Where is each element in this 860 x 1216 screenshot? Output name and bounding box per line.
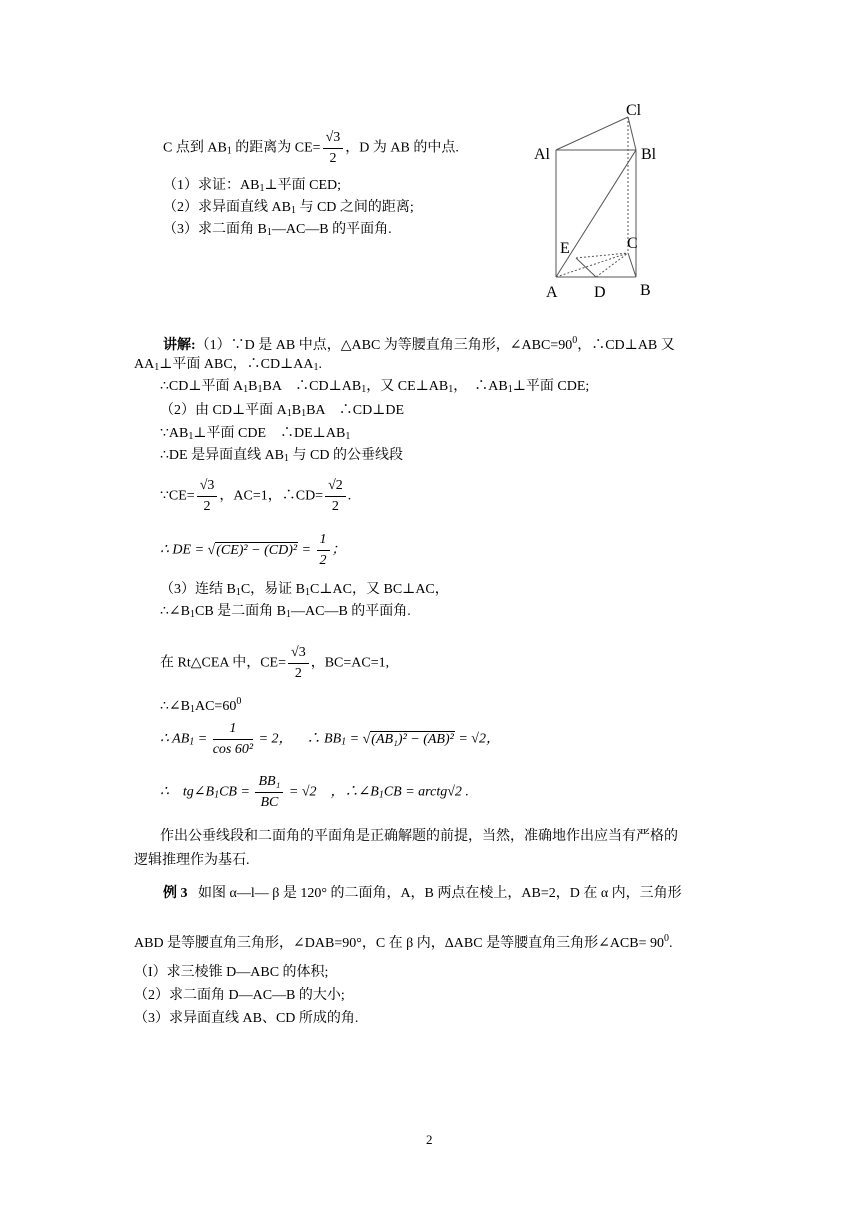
question-2: （2）求异面直线 $AB_1$ 与 CD 之间的距离; — [163, 200, 414, 216]
solution-line-7: ∵CE= $\frac{√3}{2}$ ，AC=1，∴CD= $\frac{√2}{2}$ . — [160, 478, 352, 514]
segment-ed — [576, 258, 596, 277]
solution-line-5: $\because AB_1\perp$平面 CDE $\therefore DE\perp AB_1$ — [160, 426, 351, 442]
solution-line-8: ∴ DE = √(CE)² − (CD)² = $\frac{1}{2}$ ； — [160, 532, 346, 568]
label-b: B — [640, 282, 651, 299]
example3-question-3: （3）求异面直线 AB、CD 所成的角. — [134, 1011, 359, 1026]
example3-question-2: （2）求二面角 D—AC—B 的大小; — [134, 988, 345, 1003]
label-d: D — [594, 284, 606, 301]
question-3: （3）求二面角 $B_1—AC—B$ 的平面角. — [163, 222, 392, 238]
intro-line-1: C 点到 $AB_1$ 的距离为 CE= $\frac{√3}{2}$ ，D 为 AB 的中点. — [163, 128, 459, 169]
edge-c1b1 — [628, 117, 636, 150]
solution-line-9: （3）连结 $B_1C$，易证 $B_1C\perp AC$，又 BC⊥AC， — [160, 582, 449, 598]
solution-line-3: ∴CD⊥平面 $A_1B_1BA$ $\therefore CD\perp AB_1$，又 $CE\perp AB_1$， $\therefore AB_1\perp$平面 CDE; — [160, 379, 590, 395]
edge-cb — [628, 253, 636, 277]
example3-question-1: （I）求三棱锥 D—ABC 的体积; — [134, 965, 329, 980]
segment-ce — [576, 253, 628, 258]
label-c: C — [627, 235, 638, 252]
segment-cd — [596, 253, 628, 277]
label-a1: Al — [534, 146, 550, 163]
example3-line-1: 例 3 如图 α—l— β 是 120° 的二面角，A，B 两点在棱上，AB=2，D 在 α 内，三角形 — [163, 886, 682, 901]
solution-line-11: 在 Rt△CEA 中，CE= $\frac{√3}{2}$ ，BC=AC=1, — [160, 645, 390, 681]
edge-a1c1 — [556, 117, 628, 150]
label-c1: Cl — [626, 102, 642, 119]
label-a: A — [546, 284, 558, 301]
example3-line-2: ABD 是等腰直角三角形，∠DAB=90°，C 在 β 内，ΔABC 是等腰直角三角形∠ACB= $90^0$. — [134, 933, 673, 951]
solution-line-16: 逻辑推理作为基石. — [134, 853, 250, 868]
edge-ab1 — [556, 150, 636, 277]
question-1: （1）求证：$AB_1\perp$平面 CED; — [163, 178, 342, 194]
solution-line-14: ∴ $tg\angle B_1CB$ = $\frac{\text{BB₁}}{BC}$ = √2 ，$\therefore\angle B_1CB$ = arctg√2 . — [160, 774, 469, 810]
solution-line-2: $AA_1\perp$平面 ABC，$\therefore CD\perp AA_1$. — [134, 357, 323, 373]
solution-line-4: （2）由 CD⊥平面 $A_1B_1BA$ ∴CD⊥DE — [160, 403, 405, 419]
solution-line-10: $\therefore\angle B_1CB$ 是二面角 $B_1—AC—B$ 的平面角. — [160, 604, 411, 620]
solution-line-13: ∴ $AB_1$ = $\frac{1}{\text{cos 60²}}$ = 2， ∴ $BB_1 = √(AB_1)^2 - (AB)^2 = √2$， — [160, 721, 500, 757]
prism-figure — [520, 95, 680, 305]
label-e: E — [560, 240, 570, 257]
fraction-sqrt3-over-2: $\frac{√3}{2}$ — [323, 128, 344, 169]
page-number: 2 — [426, 1132, 433, 1147]
solution-line-15: 作出公垂线段和二面角的平面角是正确解题的前提，当然，准确地作出应当有严格的 — [160, 829, 678, 844]
solution-line-1: 讲解:（1）∵D 是 AB 中点，△ABC 为等腰直角三角形，$\angle ABC=90^0$，∴CD⊥AB 又 — [163, 335, 675, 353]
label-b1: Bl — [641, 146, 657, 163]
solution-line-6: ∴DE 是异面直线 $AB_1$ 与 CD 的公垂线段 — [160, 448, 403, 464]
solution-line-12: $\therefore\angle B_1AC=60^0$ — [160, 696, 242, 715]
